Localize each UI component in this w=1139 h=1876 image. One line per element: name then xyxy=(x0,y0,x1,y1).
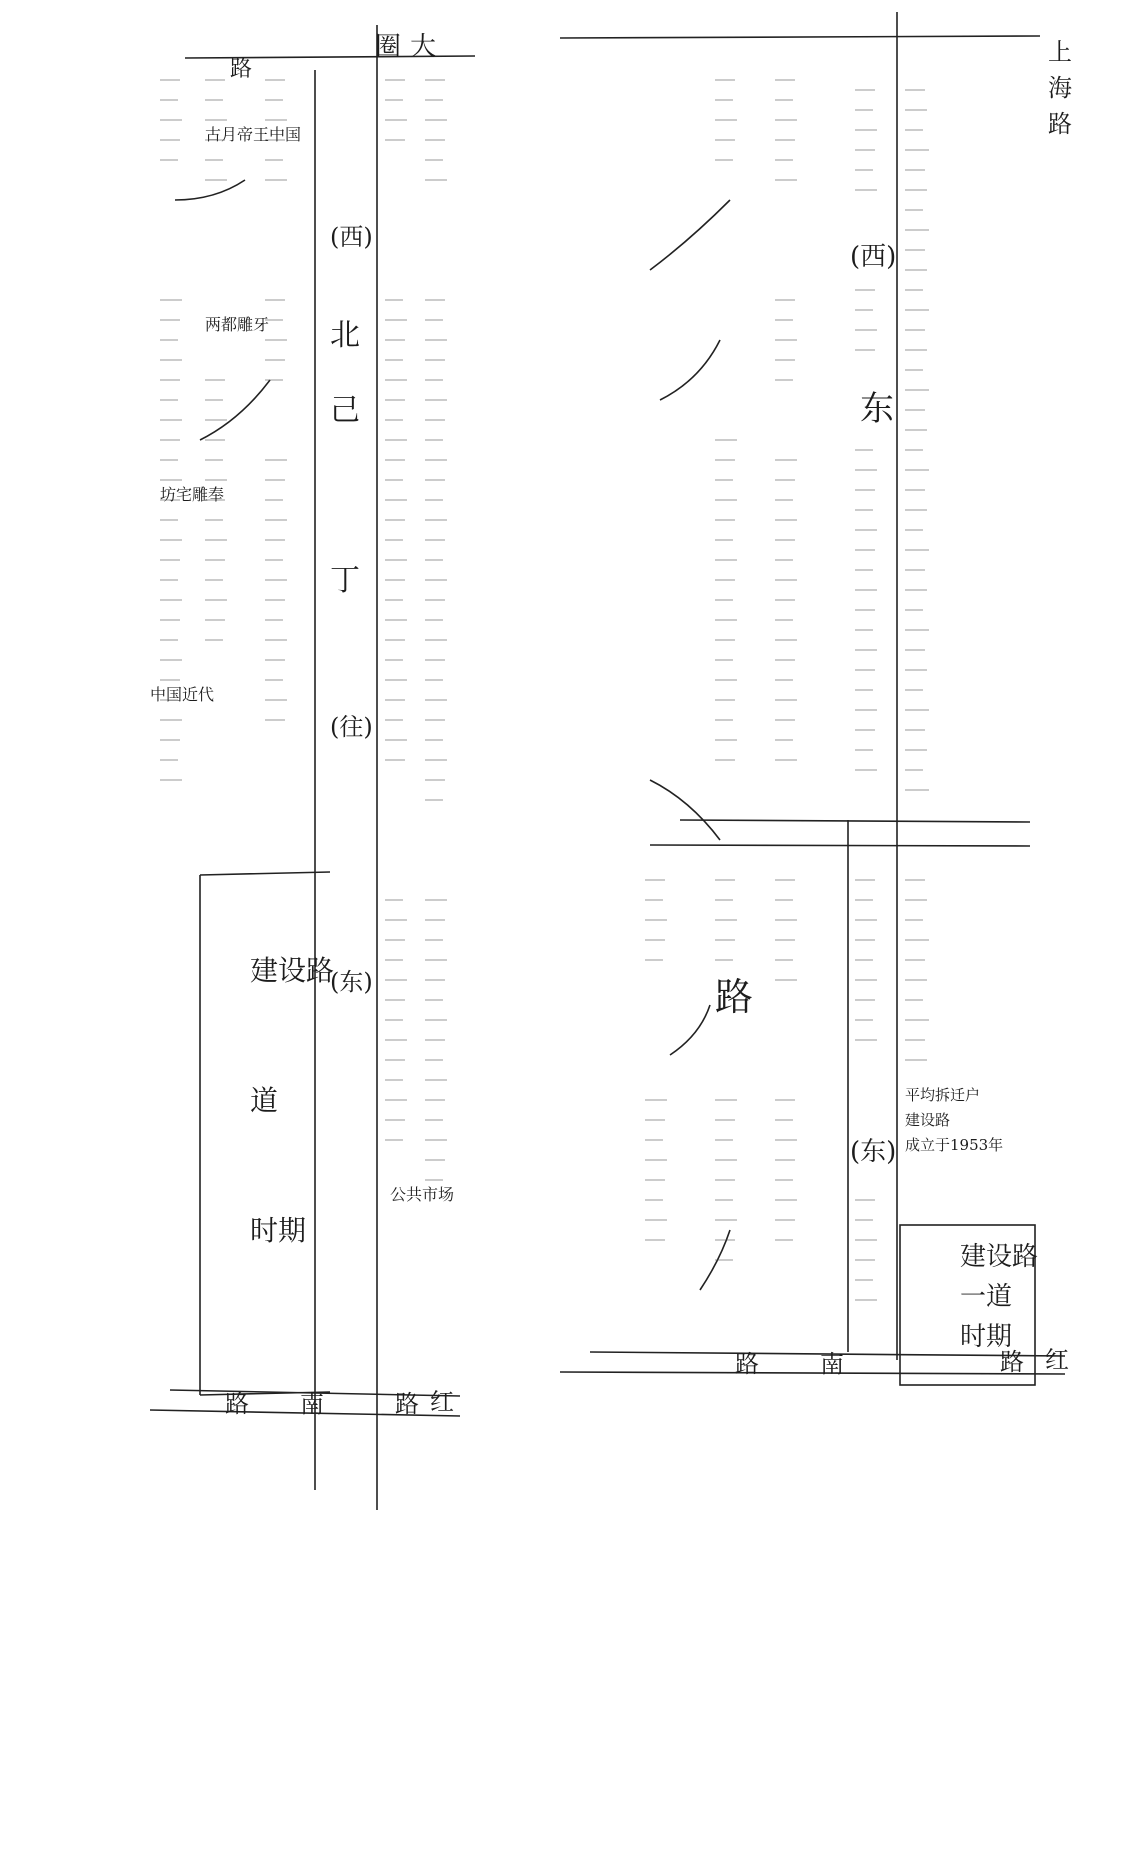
left-top-label-3: 路 xyxy=(230,57,253,82)
left-bottom-label-3: 南 xyxy=(300,1390,324,1418)
left-box-caption-3: 时期 xyxy=(250,1214,307,1247)
left-top-label-2: 圈 xyxy=(375,32,402,62)
right-box-caption-1: 建设路 xyxy=(960,1242,1039,1272)
right-stroke-3 xyxy=(650,780,720,840)
right-heading-west: (西) xyxy=(850,242,897,272)
right-bottom-border-2 xyxy=(560,1372,1065,1374)
right-heading-east-char: 东 xyxy=(860,389,894,429)
right-boxed-note-1: 平均拆迁户 xyxy=(905,1086,981,1104)
right-boxed-note-3: 成立于1953年 xyxy=(905,1136,1004,1154)
left-box-caption-2: 道 xyxy=(250,1084,279,1117)
left-stroke-1 xyxy=(175,180,245,200)
right-strip-labels xyxy=(715,38,1072,1378)
right-stroke-2 xyxy=(660,340,720,400)
right-top-label-1: 上 xyxy=(1048,38,1072,66)
right-top-label-2: 海 xyxy=(1048,74,1072,102)
right-box-caption-3: 时期 xyxy=(960,1322,1013,1352)
right-cross-street-2 xyxy=(650,845,1030,846)
left-bottom-label-4: 路 xyxy=(225,1390,249,1418)
right-box-caption-2: 一道 xyxy=(960,1282,1013,1312)
right-top-label-3: 路 xyxy=(1048,110,1072,138)
right-heading-road: 路 xyxy=(715,975,754,1019)
right-strip xyxy=(560,12,1065,1385)
right-bottom-label-2: 路 xyxy=(1000,1348,1024,1376)
left-note-5: 公共市场 xyxy=(390,1185,455,1204)
right-bottom-label-1: 红 xyxy=(1045,1346,1069,1374)
right-top-border xyxy=(560,36,1040,38)
left-heading-ding: 丁 xyxy=(330,563,360,598)
left-top-label-1: 大 xyxy=(410,32,437,62)
right-bottom-label-4: 路 xyxy=(735,1350,759,1378)
left-stroke-2 xyxy=(200,380,270,440)
left-strip-labels xyxy=(150,32,454,1418)
left-box-caption-1: 建设路 xyxy=(250,954,335,987)
right-cross-street xyxy=(680,820,1030,822)
handwriting-texture xyxy=(160,80,929,1300)
left-bottom-label-1: 红 xyxy=(430,1388,454,1416)
left-heading-west: (西) xyxy=(330,223,373,251)
left-note-2: 两都雕牙 xyxy=(205,315,270,334)
left-note-box xyxy=(200,872,330,1395)
left-heading-north: 北 xyxy=(330,318,360,353)
right-heading-east: (东) xyxy=(850,1137,897,1167)
right-stroke-4 xyxy=(670,1005,710,1055)
left-heading-ji: 己 xyxy=(330,393,360,428)
left-heading-wang: (往) xyxy=(330,713,373,741)
left-note-1: 古月帝王中国 xyxy=(205,125,302,144)
left-heading-east: (东) xyxy=(330,968,373,996)
right-stroke-1 xyxy=(650,200,730,270)
right-bottom-label-3: 南 xyxy=(820,1350,844,1378)
right-boxed-note-2: 建设路 xyxy=(905,1111,951,1129)
left-bottom-label-2: 路 xyxy=(395,1390,419,1418)
left-strip xyxy=(150,25,475,1510)
left-note-3: 坊宅雕奉 xyxy=(160,485,225,504)
left-note-4: 中国近代 xyxy=(150,685,215,704)
